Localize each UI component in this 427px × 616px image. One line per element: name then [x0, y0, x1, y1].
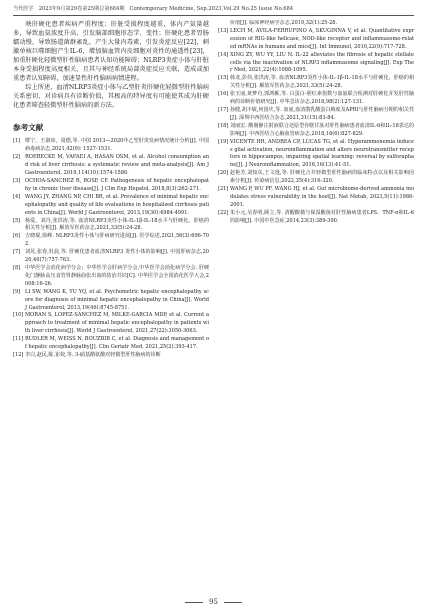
reference-item: [13, 154, 209, 178]
references-list-right: [218, 28, 414, 226]
reference-item: [13, 336, 209, 352]
two-column-body: [13, 20, 414, 588]
reference-item: [218, 139, 414, 171]
reference-continuation: 价值[J]. 临床神经病学杂志,2019,32(1):25-28.: [230, 20, 338, 26]
reference-number: [15]: [218, 75, 229, 82]
reference-number: [20]: [218, 170, 229, 177]
reference-number: [22]: [218, 209, 229, 216]
reference-text: 杨爱，刘丹,张洪涛,等. 血清NLRP3炎性小体-IL-1β-IL-18水平与肝硬化、肝癌的相关性分析[J]. 解放军医药杂志,2021,33(5):24-28.: [25, 217, 209, 232]
reference-item: [218, 186, 414, 210]
reference-item: [13, 194, 209, 218]
reference-text: 李白,赵民,陈,崔姣,等. 3-硝基酪氨酸对轻微型肝性脑病的诊断: [25, 351, 161, 358]
reference-text: 刘丽宏. 酸肠静注射液联合还原型谷胱甘肽对肝性脑病患者血清IL-6和IL-18表达的影响[J]. 中西医结合心脑血管病杂志,2018,16(6):827-829.: [230, 122, 414, 137]
footer-rule-left: [185, 602, 203, 603]
reference-text: 刘晃,张春,杜晨,等. 肝硬化患者血清NLRP3 炎性小体的影响[J]. 中国肝病杂志,2020,40(7):757-763.: [25, 249, 209, 264]
reference-item: [218, 210, 414, 226]
reference-item: [218, 75, 414, 91]
reference-text: WANG JY, ZHANG NP, CHI BR, et al. Prevalence of minimal hepatic encephalopathy and quality of life evaluations in hospitalized cirrhosis patients in China[J]. World J Gastroenterol, 2013,19(30):4984-4991.: [25, 193, 209, 216]
reference-number: [21]: [218, 186, 229, 193]
page-number: 95: [209, 598, 218, 606]
reference-item: [13, 218, 209, 234]
reference-text: 韩龙,彭伟,张洪涛,等. 血清NLRP3炎性小体-IL-1β-IL-18水平与肝硬化、肝癌的相关性分析[J]. 解放军医药杂志,2021,33(5):24-28.: [230, 75, 414, 90]
reference-number: [7]: [13, 249, 21, 256]
reference-item: [13, 265, 209, 289]
reference-text: 赵艳芳,刘知东,王文逸,等. 肝硬化合并轻微型肝性脑病的临床特点以及相关影响因素分析[J]. 传染病信息,2022,35(4):316-320.: [230, 170, 414, 185]
reference-item: [13, 289, 209, 313]
reference-text: ROERECKE M, VAFAEI A, HASAN OSM, et al. Alcohol consumption and risk of liver cirrhosis: a systematic review and meta-analysis[J]. Am J Gastroenterol, 2019,114(10):1574-1586.: [25, 154, 209, 177]
reference-item: [13, 233, 209, 249]
reference-number: [9]: [13, 288, 21, 295]
reference-text: VICENTE HR, ANDREA CP, LUCAS TG, et al. Hyperammonemia induces glial activation, neuroinflammation and alters neurotransmitter receptors in hippocampus, impairing spatial learning: reversal by sulforaphane[J]. J Neuroinflammation, 2016,16(13):41-51.: [230, 138, 414, 169]
reference-text: 张玉丽,黄梦丹,郭鸿雁,等. 白蛋白-胆红素指数与血氨联合检测对肝硬化并发肝性脑病的诊断价值研究[J]. 中华急诊杂志,2018,98(2):127-131.: [230, 91, 414, 106]
reference-text: XING ZY, WU YY, LIU N. IL-22 alleviates the fibrosis of hepatic stellate cells via the inactivation of NLRP3 inflammasome signaling[J]. Exp Ther Med, 2021,22(4):1088-1095.: [230, 51, 414, 74]
reference-number: [2]: [13, 154, 21, 161]
reference-number: [1]: [13, 138, 21, 145]
reference-text: WANG P, WU PF, WANG HJ, et al. Gut microbiome-derived ammonia modulates stress vulnerability in the host[J]. Nat Metab, 2023,5(11):1986-2001.: [230, 186, 414, 208]
reference-text: RUDLER M, WEISS N, BOUZBIB C, et al. Diagnosis and management of hepatic encephalopathy[J]. Clin Geriatr Med, 2021,25(2):393-417.: [25, 336, 209, 351]
reference-text: MORAN S, LOPEZ-SANCHEZ M, MILKE-GARCIA MDP, et al. Current approach to treatment of minimal hepatic encephalopathy in patients with liver cirrhosis[J]. World J Gastroenterol, 2021,27(22):3050-3063.: [25, 312, 209, 335]
reference-number: [19]: [218, 138, 229, 145]
right-column: [218, 20, 414, 588]
reference-text: 缪宁，王淑琼，周德,等. 中国 2013—2020年乙型肝炎发病情况统计分析[J]. 中国病毒病杂志,2021,42(9): 1527-1531.: [25, 138, 209, 153]
reference-text: 吉晓琨,徐峰. NLRP3炎性小体与肝病研究进展[J]. 医学综述,2021,56(3):696-702.: [25, 233, 209, 248]
reference-item: [218, 170, 414, 186]
reference-number: [10]: [13, 312, 24, 319]
reference-number: [5]: [13, 217, 21, 224]
references-list-left: [13, 138, 209, 359]
reference-number: [11]: [13, 336, 24, 343]
reference-item: [13, 312, 209, 336]
reference-number: [6]: [13, 233, 21, 240]
reference-item: [13, 249, 209, 265]
reference-number: [12]: [13, 351, 24, 358]
reference-text: OCHOA-SANCHEZ R, ROSE CF. Pathogenesis of hepatic encephalopathy in chronic liver disease[J]. J Clin Exp Hepatol, 2018,8(3):262-271.: [25, 178, 209, 192]
left-column: [13, 20, 209, 588]
reference-text: 孙健,胡丰敏,何国庆,等. 血氨,血清散乳酸蛋白梅度及APRI与肝性脑病分期的相关性[J]. 深圳中西医结合杂志,2021,31(15):83-84.: [230, 106, 414, 121]
reference-number: [17]: [218, 106, 229, 113]
reference-number: [16]: [218, 91, 229, 98]
reference-text: LI SW, WANG K, YU YQ, et al. Psychometric hepatic encephalopathy score for diagnosis of minimal hepatic encephalopathy in China[J]. World J Gastroenterol, 2013,19(46):8745-8751.: [25, 288, 209, 311]
reference-number: [4]: [13, 193, 21, 200]
reference-text: 朱小元,吴春明,顾立,等. 清醒酸微与保湿酸菌对肝性脑病患者LPS、TNF-α和IL-6的影响[J]. 中国中医急症,2014,23(3):389-390.: [230, 209, 414, 224]
reference-item: [13, 352, 209, 360]
reference-text: 中华医学会消化病学分会；中华医学会肝病学分会,中华医学会消化病学分会. 肝硬化门静脉高压食管胃静脉曲张出血的防治共识[C]. 中华医学会全国消化医学大会,2008:16-26.: [25, 264, 209, 287]
body-paragraph-2: 综上所述，血清NLRP3炎症小体与乙型肝炎肝硬化轻微型肝性脑病关系密切，对诊病具有诊断价值，其极高的特异度有可能使其成为肝硬化患者筛查轻微型肝性脑病的新方法。: [13, 84, 209, 110]
reference-number: [8]: [13, 264, 21, 271]
reference-number: [3]: [13, 178, 21, 184]
reference-item: [13, 178, 209, 194]
reference-item: [218, 52, 414, 76]
reference-item: [218, 107, 414, 123]
reference-item: [218, 123, 414, 139]
reference-item: [218, 91, 414, 107]
reference-item: [13, 138, 209, 154]
footer-rule-right: [224, 602, 242, 603]
reference-number: [18]: [218, 122, 229, 129]
reference-number: [13]: [218, 27, 229, 34]
reference-text: LECH M, AVILA-FERRUFINO A, SKUGINNA V, et al. Quantitative expression of RIG-like helicase, NOD-like receptor and inflammasome-related mRNAs in humans and mice[J]. Int Immunol, 2010,22(9):717-728.: [230, 27, 414, 50]
body-paragraph-1: 映肝硬化患者疾病严重程度；肝脏受损程度越重，体内产氨量越多，导致血氨浓度升高，引发脑部细胞形态学、变性；肝硬化患者胃肠蠕动慢，导致肠道菌群紊乱，产生大量内毒素，引发炎症反应[22]，刺激单核巨噬细胞产生IL-6，增加脑血管内皮细胞对炎性的通透性[23]，加重肝硬化轻微型肝性脑病患者认知功能障碍；NLRP3炎症小体与肝脏本身受损程度高度相关，且其与神经系统局部炎症反应关联，造成或加重患者认知障碍，加速显性肝性脑病病情进程。: [13, 21, 209, 83]
page-footer: [0, 598, 427, 606]
reference-item: [218, 28, 414, 52]
running-header: 当代医学 2023年9月第29卷第25期总第684期 Contemporary Medicine, Sep.2023,Vol.29 No.25 Issue No.684: [13, 6, 414, 16]
references-heading: 参考文献: [13, 123, 44, 133]
reference-number: [14]: [218, 51, 229, 58]
